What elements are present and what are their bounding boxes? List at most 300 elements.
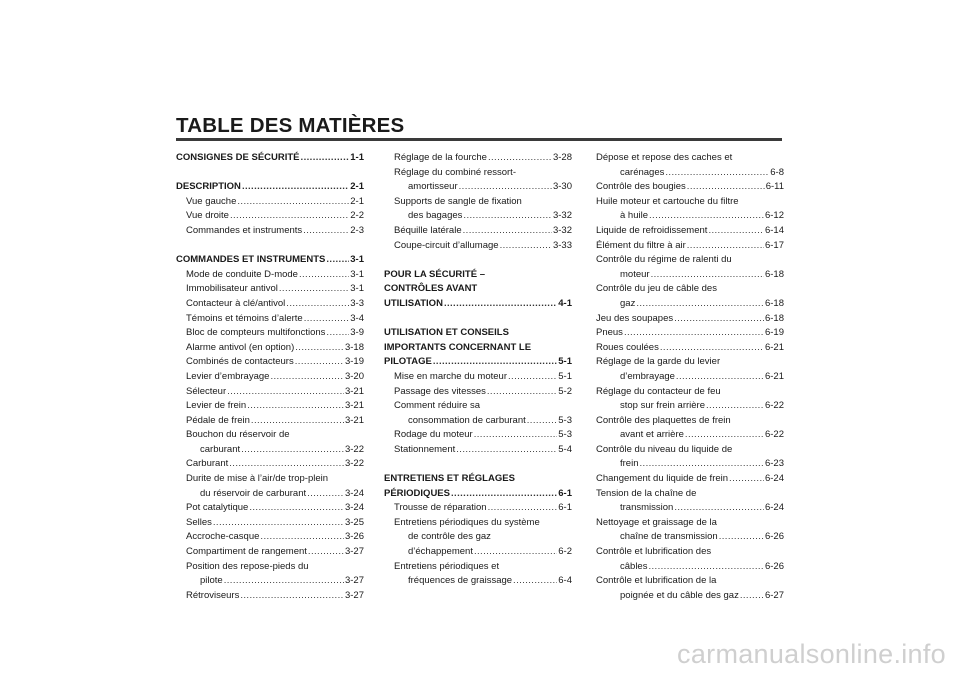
dot-leader bbox=[729, 472, 764, 487]
toc-entry-title: Trousse de réparation bbox=[394, 502, 487, 514]
toc-entry bbox=[176, 355, 364, 370]
dot-leader bbox=[636, 297, 764, 312]
toc-entry bbox=[596, 487, 784, 502]
toc-page-number: 5-3 bbox=[558, 414, 572, 426]
dot-leader bbox=[240, 589, 344, 604]
dot-leader bbox=[303, 224, 349, 239]
dot-leader bbox=[474, 545, 557, 560]
toc-page-number: 3-20 bbox=[344, 370, 364, 382]
toc-entry-title: Position des repose-pieds du bbox=[186, 560, 309, 572]
watermark: carmanualsonline.info bbox=[677, 639, 946, 669]
toc-page-number: 6-26 bbox=[764, 531, 784, 543]
toc-entry bbox=[176, 312, 364, 327]
toc-entry bbox=[176, 589, 364, 604]
dot-leader bbox=[241, 443, 344, 458]
toc-page-number: 3-27 bbox=[344, 589, 364, 601]
toc-entry-title: Nettoyage et graissage de la bbox=[596, 516, 717, 528]
toc-section-heading bbox=[176, 151, 364, 166]
toc-entry-title: carénages bbox=[620, 166, 665, 178]
toc-entry bbox=[176, 574, 364, 589]
toc-entry-title: câbles bbox=[620, 560, 648, 572]
toc-entry-title: CONSIGNES DE SÉCURITÉ bbox=[176, 152, 300, 163]
toc-entry bbox=[596, 239, 784, 254]
toc-entry-title: stop sur frein arrière bbox=[620, 400, 706, 412]
toc-entry-title: IMPORTANTS CONCERNANT LE bbox=[384, 341, 532, 353]
toc-page-number: 6-18 bbox=[764, 268, 784, 280]
toc-entry-title: Vue droite bbox=[186, 210, 229, 222]
toc-entry-title: d’embrayage bbox=[620, 370, 675, 382]
dot-leader bbox=[301, 151, 350, 166]
dot-leader bbox=[508, 370, 557, 385]
toc-page-number: 3-32 bbox=[552, 224, 572, 236]
toc-entry-title: Compartiment de rangement bbox=[186, 546, 307, 558]
toc-entry-title: transmission bbox=[620, 502, 674, 514]
toc-entry bbox=[596, 224, 784, 239]
toc-page-number: 6-14 bbox=[764, 224, 784, 236]
toc-entry bbox=[596, 501, 784, 516]
toc-entry bbox=[596, 399, 784, 414]
toc-entry-title: poignée et du câble des gaz bbox=[620, 589, 739, 601]
toc-entry-title: ENTRETIENS ET RÉGLAGES bbox=[384, 473, 515, 485]
toc-page-number: 4-1 bbox=[558, 297, 572, 309]
toc-entry bbox=[384, 501, 572, 516]
toc-entry bbox=[596, 516, 784, 531]
dot-leader bbox=[687, 180, 765, 195]
toc-entry-title: Contrôle du niveau du liquide de bbox=[596, 443, 733, 455]
toc-section-heading bbox=[384, 341, 572, 356]
toc-entry-title: Bloc de compteurs multifonctions bbox=[186, 327, 326, 339]
dot-leader bbox=[660, 341, 764, 356]
dot-leader bbox=[740, 589, 764, 604]
toc-page-number: 3-19 bbox=[344, 356, 364, 368]
toc-entry-title: Bouchon du réservoir de bbox=[186, 429, 290, 441]
toc-entry-title: Stationnement bbox=[394, 443, 456, 455]
toc-entry bbox=[176, 370, 364, 385]
toc-entry bbox=[384, 224, 572, 239]
toc-page-number: 2-3 bbox=[350, 224, 364, 236]
toc-entry-title: Dépose et repose des caches et bbox=[596, 152, 733, 163]
toc-entry-title: UTILISATION bbox=[384, 297, 443, 309]
toc-entry bbox=[176, 457, 364, 472]
dot-leader bbox=[237, 195, 349, 210]
toc-entry bbox=[176, 341, 364, 356]
toc-page-number: 3-3 bbox=[350, 297, 364, 309]
dot-leader bbox=[433, 355, 557, 370]
toc-entry-title: Comment réduire sa bbox=[394, 400, 481, 412]
toc-section-heading bbox=[176, 180, 364, 195]
toc-section-heading bbox=[384, 355, 572, 370]
toc-entry bbox=[384, 414, 572, 429]
toc-entry bbox=[596, 180, 784, 195]
toc-entry-title: moteur bbox=[620, 268, 650, 280]
toc-entry-title: Combinés de contacteurs bbox=[186, 356, 294, 368]
toc-page-number: 3-33 bbox=[552, 239, 572, 251]
toc-entry-title: Durite de mise à l’air/de trop-plein bbox=[186, 473, 329, 485]
toc-entry-title: DESCRIPTION bbox=[176, 181, 241, 193]
toc-entry-title: du réservoir de carburant bbox=[200, 487, 307, 499]
toc-entry bbox=[176, 414, 364, 429]
toc-page-number: 3-4 bbox=[350, 312, 364, 324]
toc-page-number: 6-2 bbox=[558, 546, 572, 558]
toc-entry bbox=[596, 443, 784, 458]
toc-page-number: 6-26 bbox=[764, 560, 784, 572]
toc-entry bbox=[596, 385, 784, 400]
toc-entry bbox=[384, 209, 572, 224]
toc-entry bbox=[596, 268, 784, 283]
toc-entry bbox=[596, 312, 784, 327]
toc-entry bbox=[384, 399, 572, 414]
dot-leader bbox=[459, 180, 552, 195]
page-title: TABLE DES MATIÈRES bbox=[176, 114, 405, 137]
toc-section-heading bbox=[384, 297, 572, 312]
dot-leader bbox=[270, 370, 344, 385]
toc-entry bbox=[176, 501, 364, 516]
toc-entry bbox=[176, 385, 364, 400]
dot-leader bbox=[674, 312, 764, 327]
dot-leader bbox=[639, 457, 764, 472]
toc-entry-title: Contacteur à clé/antivol bbox=[186, 297, 286, 309]
toc-entry bbox=[176, 297, 364, 312]
dot-leader bbox=[513, 574, 557, 589]
toc-page-number: 3-24 bbox=[344, 487, 364, 499]
toc-page-number: 3-1 bbox=[350, 254, 364, 266]
toc-page-number: 6-1 bbox=[558, 502, 572, 514]
toc-entry bbox=[176, 530, 364, 545]
dot-leader bbox=[260, 530, 344, 545]
dot-leader bbox=[227, 385, 344, 400]
toc-entry bbox=[596, 253, 784, 268]
toc-entry bbox=[596, 341, 784, 356]
toc-entry bbox=[384, 428, 572, 443]
toc-entry bbox=[384, 560, 572, 575]
dot-leader bbox=[304, 312, 350, 327]
toc-page-number: 3-27 bbox=[344, 575, 364, 587]
toc-entry-title: Élément du filtre à air bbox=[596, 239, 686, 251]
toc-entry-title: de contrôle des gaz bbox=[408, 531, 491, 543]
toc-entry-title: Levier d’embrayage bbox=[186, 370, 270, 382]
dot-leader bbox=[687, 239, 764, 254]
toc-entry-title: d’échappement bbox=[408, 546, 473, 558]
toc-entry bbox=[384, 180, 572, 195]
toc-entry-title: fréquences de graissage bbox=[408, 575, 513, 587]
toc-entry-title: chaîne de transmission bbox=[620, 531, 718, 543]
toc-page-number: 3-9 bbox=[350, 327, 364, 339]
toc-entry-title: Sélecteur bbox=[186, 385, 227, 397]
dot-leader bbox=[279, 282, 349, 297]
toc-entry bbox=[596, 209, 784, 224]
dot-leader bbox=[624, 326, 764, 341]
toc-entry bbox=[384, 151, 572, 166]
toc-entry-title: COMMANDES ET INSTRUMENTS bbox=[176, 254, 326, 266]
toc-entry-title: à huile bbox=[620, 210, 648, 222]
toc-entry-title: CONTRÔLES AVANT bbox=[384, 283, 478, 295]
toc-entry-title: Rétroviseurs bbox=[186, 589, 240, 601]
toc-entry bbox=[596, 560, 784, 575]
toc-entry bbox=[596, 457, 784, 472]
dot-leader bbox=[295, 341, 344, 356]
toc-entry-title: Changement du liquide de frein bbox=[596, 473, 729, 485]
toc-page-number: 6-21 bbox=[764, 341, 784, 353]
toc-spacer bbox=[384, 253, 572, 268]
toc-entry bbox=[176, 209, 364, 224]
toc-entry-title: Réglage du contacteur de feu bbox=[596, 385, 721, 397]
toc-entry bbox=[176, 195, 364, 210]
toc-entry-title: Tension de la chaîne de bbox=[596, 487, 697, 499]
dot-leader bbox=[674, 501, 764, 516]
toc-section-heading bbox=[384, 326, 572, 341]
dot-leader bbox=[719, 530, 764, 545]
toc-page-number: 6-27 bbox=[764, 589, 784, 601]
toc-section-heading bbox=[176, 253, 364, 268]
toc-entry-title: avant et arrière bbox=[620, 429, 684, 441]
toc-entry bbox=[596, 282, 784, 297]
toc-page-number: 3-22 bbox=[344, 458, 364, 470]
toc-entry bbox=[176, 545, 364, 560]
toc-entry bbox=[176, 268, 364, 283]
dot-leader bbox=[527, 414, 558, 429]
toc-page-number: 6-23 bbox=[764, 458, 784, 470]
dot-leader bbox=[685, 428, 764, 443]
toc-entry-title: UTILISATION ET CONSEILS bbox=[384, 327, 509, 339]
toc-page-number: 3-1 bbox=[350, 283, 364, 295]
dot-leader bbox=[456, 443, 557, 458]
dot-leader bbox=[224, 574, 344, 589]
toc-entry bbox=[596, 574, 784, 589]
toc-entry-title: Alarme antivol (en option) bbox=[186, 341, 295, 353]
toc-page-number: 3-32 bbox=[552, 210, 572, 222]
toc-spacer bbox=[384, 312, 572, 327]
toc-page-number: 6-4 bbox=[558, 575, 572, 587]
toc-entry bbox=[176, 516, 364, 531]
toc-page-number: 6-18 bbox=[764, 312, 784, 324]
toc-entry-title: Contrôle des bougies bbox=[596, 181, 686, 193]
toc-page-number: 2-1 bbox=[350, 181, 364, 193]
toc-entry-title: Huile moteur et cartouche du filtre bbox=[596, 195, 739, 207]
dot-leader bbox=[251, 414, 344, 429]
toc-page-number: 6-8 bbox=[770, 166, 784, 178]
dot-leader bbox=[463, 209, 552, 224]
dot-leader bbox=[229, 457, 344, 472]
toc-page-number: 3-1 bbox=[350, 268, 364, 280]
toc-entry bbox=[596, 545, 784, 560]
toc-entry-title: Réglage de la garde du levier bbox=[596, 356, 721, 368]
toc-page-number: 5-4 bbox=[558, 443, 572, 455]
toc-entry bbox=[176, 326, 364, 341]
toc-section-heading bbox=[384, 472, 572, 487]
toc-entry-title: Accroche-casque bbox=[186, 531, 260, 543]
toc-page-number: 3-21 bbox=[344, 414, 364, 426]
toc-entry bbox=[596, 326, 784, 341]
toc-entry-title: Immobilisateur antivol bbox=[186, 283, 278, 295]
toc-entry-title: amortisseur bbox=[408, 181, 458, 193]
toc-page-number: 5-1 bbox=[558, 356, 572, 368]
toc-entry-title: Pneus bbox=[596, 327, 623, 339]
toc-entry-title: Pédale de frein bbox=[186, 414, 250, 426]
toc-page-number: 3-22 bbox=[344, 443, 364, 455]
toc-entry-title: Coupe-circuit d’allumage bbox=[394, 239, 499, 251]
toc-entry bbox=[176, 282, 364, 297]
toc-entry bbox=[384, 545, 572, 560]
toc-entry-title: carburant bbox=[200, 443, 241, 455]
toc-entry bbox=[596, 472, 784, 487]
toc-entry bbox=[384, 443, 572, 458]
toc-entry bbox=[596, 151, 784, 166]
toc-page-number: 6-22 bbox=[764, 429, 784, 441]
toc-section-heading bbox=[384, 487, 572, 502]
toc-page-number: 2-1 bbox=[350, 195, 364, 207]
dot-leader bbox=[295, 355, 344, 370]
toc-section-heading bbox=[384, 268, 572, 283]
toc-page-number: 5-2 bbox=[558, 385, 572, 397]
toc-entry bbox=[596, 195, 784, 210]
toc-page-number: 1-1 bbox=[350, 152, 364, 163]
dot-leader bbox=[230, 209, 349, 224]
toc-entry bbox=[384, 516, 572, 531]
toc-entry-title: pilote bbox=[200, 575, 223, 587]
toc-entry bbox=[176, 443, 364, 458]
dot-leader bbox=[307, 487, 344, 502]
toc-entry-title: Supports de sangle de fixation bbox=[394, 195, 522, 207]
toc-entry-title: Commandes et instruments bbox=[186, 224, 303, 236]
toc-spacer bbox=[384, 457, 572, 472]
toc-page-number: 3-21 bbox=[344, 400, 364, 412]
toc-page-number: 6-18 bbox=[764, 297, 784, 309]
toc-entry-title: Contrôle des plaquettes de frein bbox=[596, 414, 731, 426]
toc-entry-title: PILOTAGE bbox=[384, 356, 432, 368]
toc-entry-title: Carburant bbox=[186, 458, 229, 470]
toc-page-number: 5-3 bbox=[558, 429, 572, 441]
dot-leader bbox=[326, 253, 349, 268]
toc-entry-title: Mode de conduite D-mode bbox=[186, 268, 298, 280]
dot-leader bbox=[463, 224, 552, 239]
toc-page-number: 3-26 bbox=[344, 531, 364, 543]
toc-page-number: 3-21 bbox=[344, 385, 364, 397]
toc-entry bbox=[596, 530, 784, 545]
toc-page-number: 2-2 bbox=[350, 210, 364, 222]
dot-leader bbox=[249, 501, 344, 516]
toc-entry-title: PÉRIODIQUES bbox=[384, 487, 450, 499]
toc-entry-title: Levier de frein bbox=[186, 400, 247, 412]
dot-leader bbox=[500, 239, 552, 254]
toc-entry bbox=[596, 414, 784, 429]
title-rule bbox=[176, 138, 782, 141]
toc-page-number: 6-22 bbox=[764, 400, 784, 412]
toc-entry bbox=[384, 530, 572, 545]
toc-entry-title: Entretiens périodiques et bbox=[394, 560, 500, 572]
toc-page-number: 6-21 bbox=[764, 370, 784, 382]
toc-page-number: 6-17 bbox=[764, 239, 784, 251]
toc-entry-title: Liquide de refroidissement bbox=[596, 224, 708, 236]
toc-section-heading bbox=[384, 282, 572, 297]
toc-entry-title: Vue gauche bbox=[186, 195, 237, 207]
toc-column-3 bbox=[596, 151, 784, 603]
toc-entry bbox=[596, 166, 784, 181]
dot-leader bbox=[451, 487, 557, 502]
toc-entry-title: frein bbox=[620, 458, 639, 470]
dot-leader bbox=[708, 224, 764, 239]
toc-page-number: 3-28 bbox=[552, 152, 572, 163]
dot-leader bbox=[242, 180, 349, 195]
toc-spacer bbox=[176, 166, 364, 181]
toc-entry-title: Témoins et témoins d’alerte bbox=[186, 312, 303, 324]
dot-leader bbox=[474, 428, 558, 443]
toc-entry-title: gaz bbox=[620, 297, 636, 309]
toc-entry-title: Rodage du moteur bbox=[394, 429, 473, 441]
dot-leader bbox=[651, 268, 764, 283]
dot-leader bbox=[247, 399, 344, 414]
toc-entry-title: consommation de carburant bbox=[408, 414, 526, 426]
toc-entry bbox=[596, 297, 784, 312]
toc-entry bbox=[176, 224, 364, 239]
toc-page-number: 3-27 bbox=[344, 546, 364, 558]
toc-entry-title: Entretiens périodiques du système bbox=[394, 516, 540, 528]
dot-leader bbox=[665, 166, 769, 181]
toc-entry-title: Roues coulées bbox=[596, 341, 659, 353]
toc-page-number: 3-25 bbox=[344, 516, 364, 528]
toc-entry-title: Béquille latérale bbox=[394, 224, 462, 236]
toc-page-number: 3-30 bbox=[552, 181, 572, 193]
toc-entry-title: Contrôle et lubrification de la bbox=[596, 575, 717, 587]
toc-entry-title: Passage des vitesses bbox=[394, 385, 486, 397]
toc-page-number: 6-12 bbox=[764, 210, 784, 222]
toc-entry bbox=[384, 166, 572, 181]
toc-column-1 bbox=[176, 151, 364, 603]
dot-leader bbox=[488, 151, 552, 166]
toc-entry-title: Mise en marche du moteur bbox=[394, 370, 507, 382]
toc-page-number: 5-1 bbox=[558, 370, 572, 382]
dot-leader bbox=[326, 326, 349, 341]
toc-entry bbox=[384, 385, 572, 400]
toc-entry bbox=[384, 370, 572, 385]
dot-leader bbox=[488, 501, 558, 516]
toc-entry bbox=[384, 195, 572, 210]
dot-leader bbox=[706, 399, 764, 414]
toc-page-number: 3-18 bbox=[344, 341, 364, 353]
toc-entry-title: des bagages bbox=[408, 210, 463, 222]
toc-page-number: 6-24 bbox=[764, 502, 784, 514]
toc-entry-title: Contrôle du régime de ralenti du bbox=[596, 254, 732, 266]
dot-leader bbox=[213, 516, 344, 531]
toc-entry bbox=[596, 589, 784, 604]
toc-column-2 bbox=[384, 151, 572, 589]
dot-leader bbox=[676, 370, 764, 385]
toc-entry bbox=[596, 428, 784, 443]
toc-entry-title: Contrôle et lubrification des bbox=[596, 546, 712, 558]
toc-entry bbox=[176, 428, 364, 443]
toc-entry-title: POUR LA SÉCURITÉ – bbox=[384, 268, 485, 280]
toc-entry bbox=[176, 472, 364, 487]
toc-entry-title: Pot catalytique bbox=[186, 502, 249, 514]
toc-entry bbox=[596, 370, 784, 385]
toc-page-number: 3-24 bbox=[344, 502, 364, 514]
toc-page-number: 6-1 bbox=[558, 487, 572, 499]
dot-leader bbox=[649, 209, 764, 224]
toc-page-number: 6-19 bbox=[764, 327, 784, 339]
toc-entry bbox=[176, 399, 364, 414]
toc-entry-title: Réglage du combiné ressort- bbox=[394, 166, 516, 178]
toc-entry bbox=[384, 239, 572, 254]
toc-entry-title: Réglage de la fourche bbox=[394, 152, 487, 163]
toc-entry-title: Contrôle du jeu de câble des bbox=[596, 283, 717, 295]
toc-page-number: 6-11 bbox=[765, 181, 784, 193]
dot-leader bbox=[487, 385, 557, 400]
toc-entry-title: Jeu des soupapes bbox=[596, 312, 674, 324]
toc-entry bbox=[176, 487, 364, 502]
dot-leader bbox=[444, 297, 557, 312]
toc-entry bbox=[384, 574, 572, 589]
toc-entry-title: Selles bbox=[186, 516, 212, 528]
toc-entry bbox=[596, 355, 784, 370]
